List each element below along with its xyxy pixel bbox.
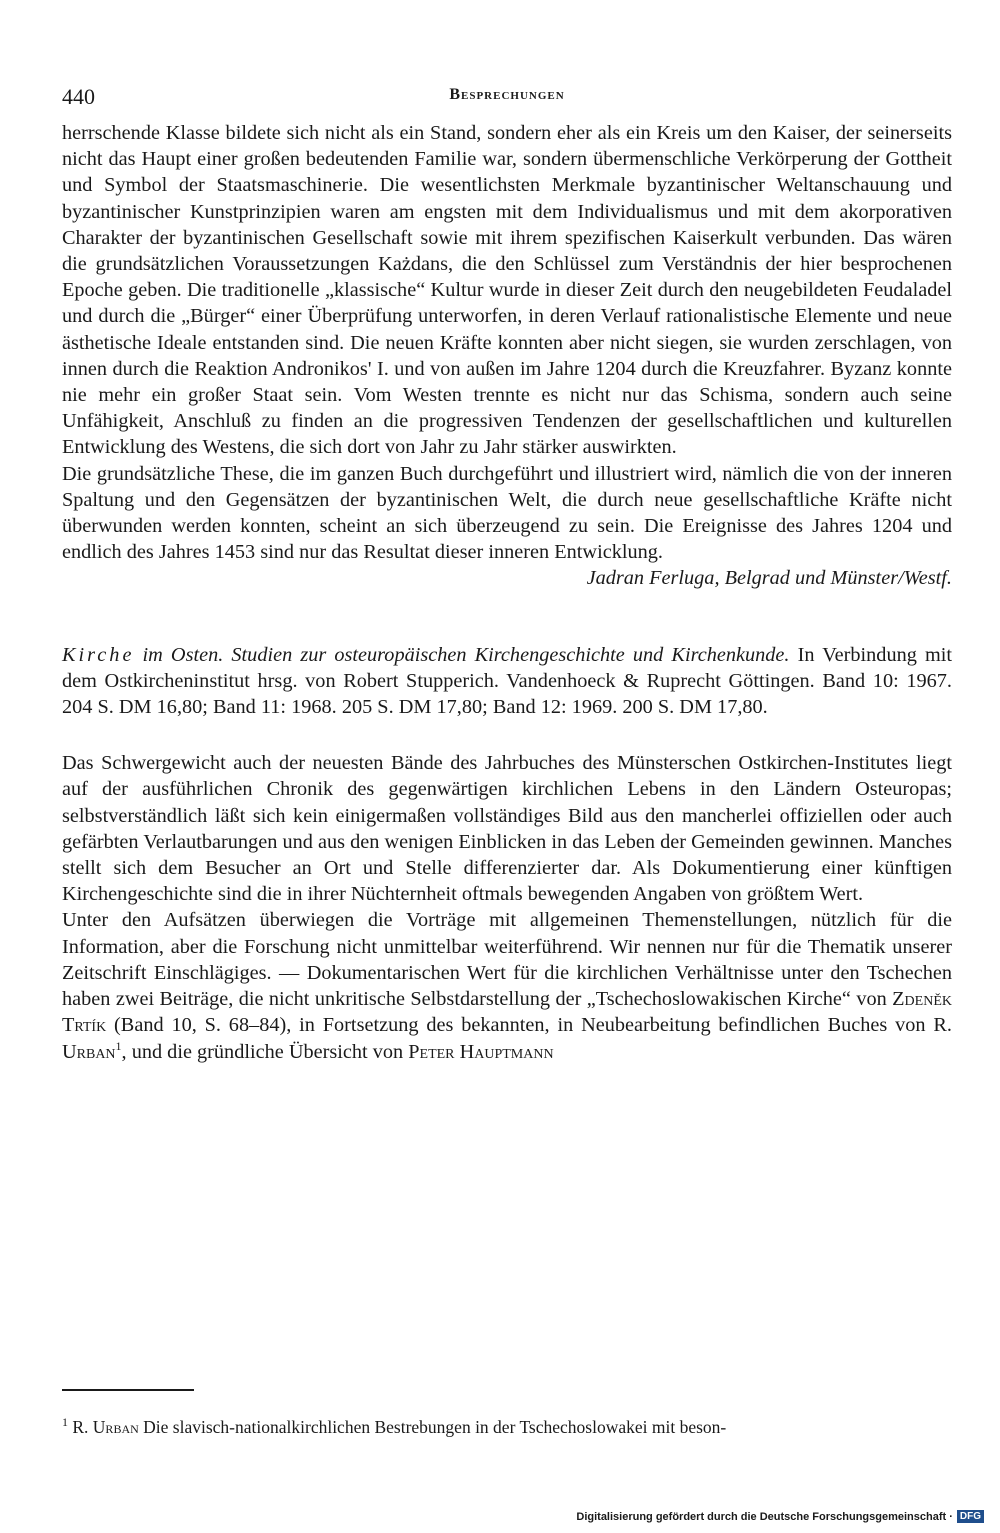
page-number: 440: [62, 84, 95, 109]
review-text: (Band 10, S. 68–84), in Fortsetzung des bekannten, in Neubearbeitung befindlichen Buches von R.: [106, 1014, 952, 1037]
footnote-author: R. Urban: [72, 1417, 139, 1437]
footnote: [62, 1416, 952, 1438]
author-name: Zdeněk Trtík: [62, 988, 952, 1037]
footer-text: Digitalisierung gefördert durch die Deutsche Forschungsgemeinschaft ·: [576, 1510, 953, 1523]
bib-details: In Verbindung mit dem Ostkircheninstitut hrsg. von Robert Stupperich. Vandenhoeck & Ruprecht Göttingen. Band 10: 1967. 204 S. DM 16,80; Band 11: 1968. 205 S. DM 17,80; Band 12: 1969. 200 S. DM 17,80.: [62, 643, 953, 719]
dfg-logo-icon: DFG: [957, 1510, 984, 1523]
footnote-reference[interactable]: 1: [115, 1038, 122, 1053]
review-text: , und die gründliche Übersicht von: [121, 1040, 409, 1063]
running-head: Besprechungen: [449, 86, 565, 103]
bib-title-rest: im Osten. Studien zur osteuropäischen Kirchengeschichte und Kirchenkunde.: [134, 643, 790, 666]
review-signature: Jadran Ferluga, Belgrad und Münster/Westf.: [586, 567, 952, 590]
page-header: [62, 84, 952, 120]
review-text: Unter den Aufsätzen überwiegen die Vorträge mit allgemeinen Themenstellungen, nützlich für die Information, aber die Forschung nicht unmittelbar weiterführend. Wir nennen nur für die Thematik unserer Zeitschrift Einschlägiges. — Dokumentarischen Wert für die kirchlichen Verhältnisse unter den Tschechen haben zwei Beiträge, die nicht unkritische Selbstdarstellung der „Tschechoslowakischen Kirche“ von: [62, 909, 952, 1011]
author-name: Urban: [62, 1040, 116, 1063]
review-paragraph: [62, 907, 952, 1064]
bibliographic-entry: [62, 642, 952, 721]
footnote-rule: [62, 1389, 194, 1391]
bib-title-spaced: Kirche: [62, 643, 135, 666]
author-name: Peter Hauptmann: [408, 1040, 554, 1063]
review-paragraph: Das Schwergewicht auch der neuesten Bände des Jahrbuches des Münsterschen Ostkirchen-Institutes liegt auf der ausführlichen Chronik des gegenwärtigen kirchlichen Lebens in den Ländern Osteuropas; selbstverständlich läßt sich kein einigermaßen vollständiges Bild aus den mancherlei offiziellen oder auch gefärbten Verlautbarungen und aus den wenigen Einblicken in das Leben der Gemeinden gewinnen. Manches stellt sich dem Besucher an Ort und Stelle differenzierter dar. Als Dokumentierung einer künftigen Kirchengeschichte sind die in ihrer Nüchternheit oftmals bewegenden Angaben von größtem Wert.: [62, 752, 952, 906]
footnote-text: Die slavisch-nationalkirchlichen Bestrebungen in der Tschechoslowakei mit beson-: [138, 1417, 727, 1437]
page-body: [62, 84, 952, 1065]
paragraph: herrschende Klasse bildete sich nicht als ein Stand, sondern eher als ein Kreis um den Kaiser, der seinerseits nicht das Haupt einer großen bedeutenden Familie war, sondern übermenschliche Verkörperung der Gottheit und Symbol der Staatsmaschinerie. Die wesentlichsten Merkmale byzantinischer Weltanschauung und byzantinischer Kunstprinzipien waren am engsten mit dem Individualismus und mit dem akorporativen Charakter der byzantinischen Gesellschaft sowie mit ihrem spezifischen Kaiserkult verbunden. Das wären die grundsätzlichen Voraussetzungen Każdans, die den Schlüssel zum Verständnis der hier besprochenen Epoche geben. Die traditionelle „klassische“ Kultur wurde in dieser Zeit durch den neugebildeten Feudaladel und durch die „Bürger“ einer Überprüfung unterworfen, in deren Verlauf rationalistische Elemente und neue ästhetische Ideale entstanden sind. Die neuen Kräfte konnten aber nicht siegen, sie wurden zerschlagen, von innen durch die Reaktion Andronikos' I. und von außen im Jahre 1204 durch die Kreuzfahrer. Byzanz konnte nie mehr ein großer Staat sein. Vom Westen trennte es nicht nur das Schisma, sondern auch seine Unfähigkeit, Anschluß zu finden an die progressiven Tendenzen der gesellschaftlichen und kulturellen Entwicklung des Westens, die sich dort von Jahr zu Jahr stärker auswirkten.: [62, 122, 952, 459]
paragraph: Die grundsätzliche These, die im ganzen Buch durchgeführt und illustriert wird, nämlich die von der inneren Spaltung und den Gegensätzen der byzantinischen Welt, die durch neue gesellschaftliche Kräfte nicht überwunden werden konnten, scheint an sich überzeugend zu sein. Die Ereignisse des Jahres 1204 und endlich des Jahres 1453 sind nur das Resultat dieser inneren Entwicklung.: [62, 462, 952, 564]
bib-title: [62, 644, 790, 666]
footnote-mark: 1: [62, 1415, 68, 1430]
digitization-footer: [576, 1510, 984, 1523]
